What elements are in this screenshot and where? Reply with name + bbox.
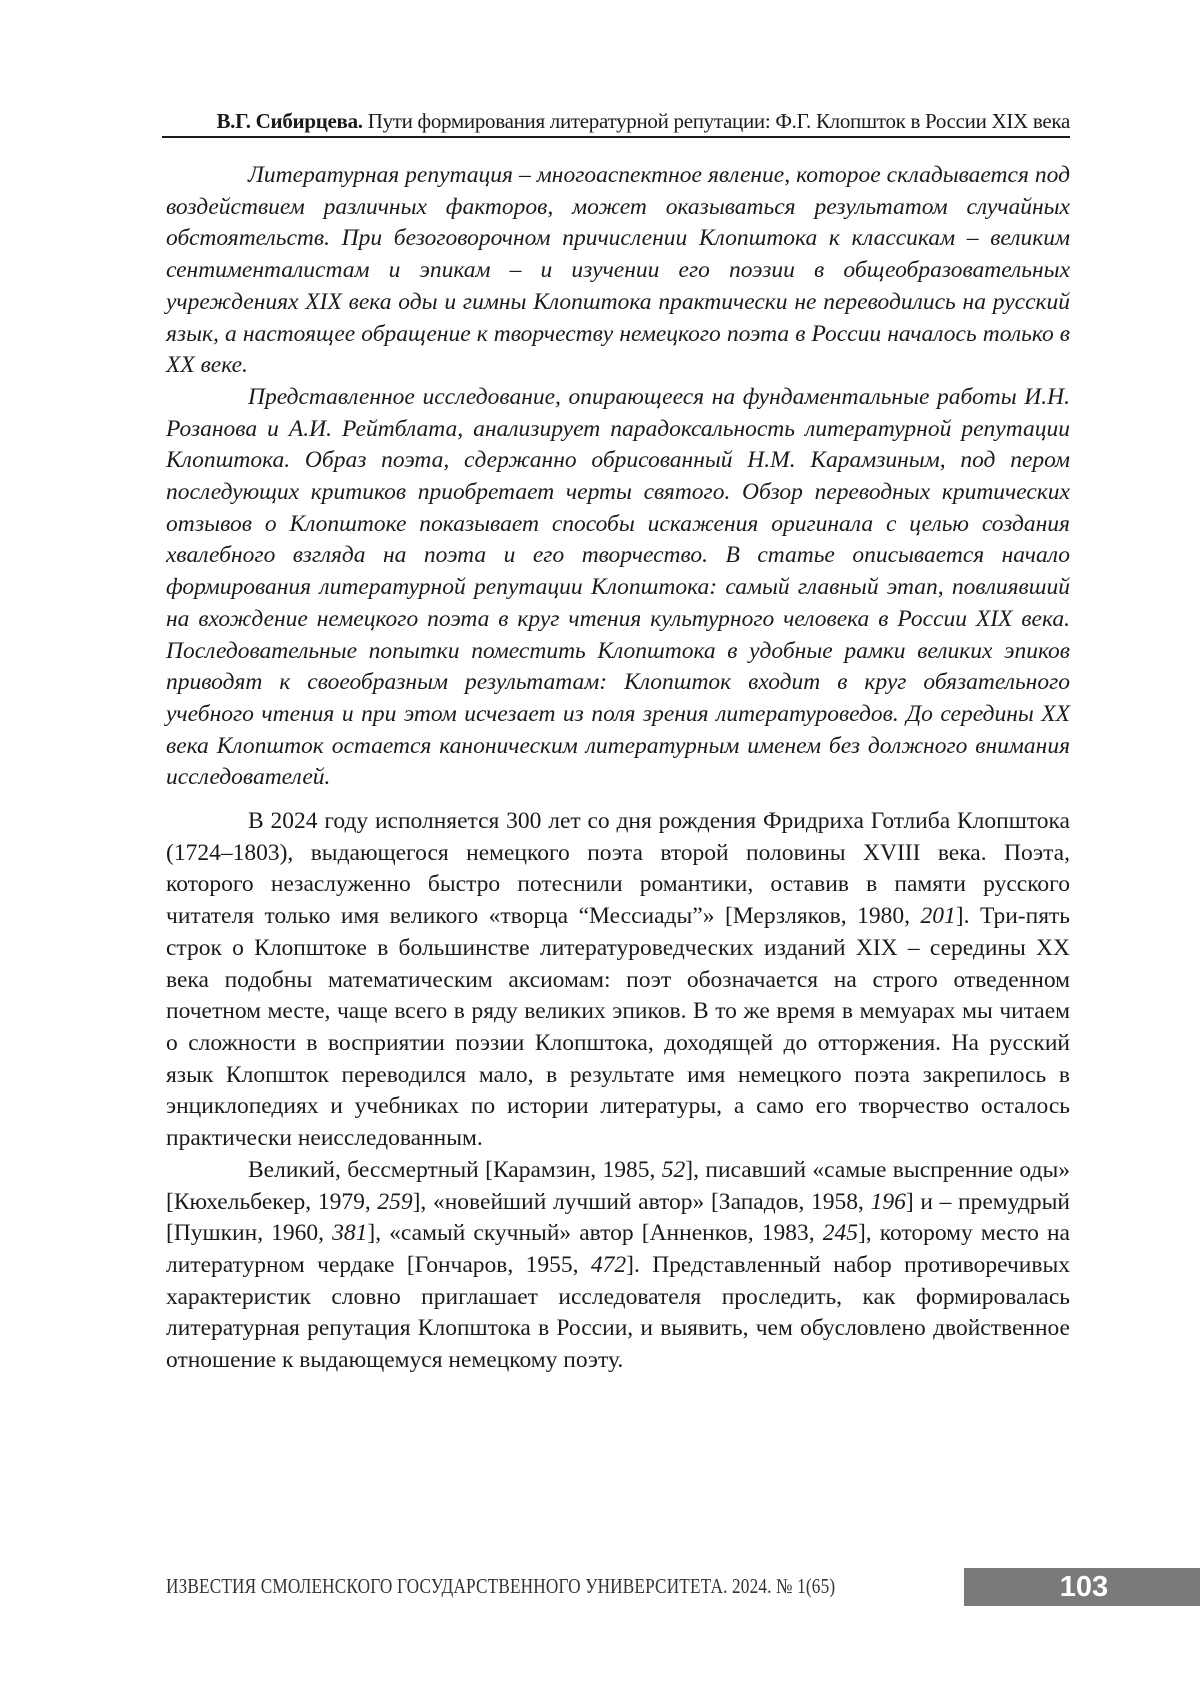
running-head <box>162 108 1070 138</box>
body-paragraph: В 2024 году исполняется 300 лет со дня рождения Фридриха Готлиба Клопштока (1724–1803), выдающегося немецкого поэта второй половины XVIII века. Поэта, которого незаслуженно быстро потеснили романтики, оставив в памяти русского читателя только имя великого «творца “Мессиады”» [Мерзляков, 1980, 201]. Три-пять строк о Клопштоке в большинстве литературоведческих изданий XIX – середины XX века подобны математическим аксиомам: поэт обозначается на строго отведенном почетном месте, чаще всего в ряду великих эпиков. В то же время в мемуарах мы читаем о сложности в восприятии поэзии Клопштока, доходящей до отторжения. На русский язык Клопшток переводился мало, в результате имя немецкого поэта закрепилось в энциклопедиях и учебниках по истории литературы, а само его творчество осталось практически неисследованным. <box>166 808 1071 1152</box>
abstract-paragraph: Представленное исследование, опирающееся на фундаментальные работы И.Н. Розанова и А.И. Рейтблата, анализирует парадоксальность литературной репутации Клопштока. Образ поэта, сдержанно обрисованный Н.М. Карамзиным, под пером последующих критиков приобретает черты святого. Обзор переводных критических отзывов о Клопштоке показывает способы искажения оригинала с целью создания хвалебного взгляда на поэта и его творчество. В статье описывается начало формирования литературной репутации Клопштока: самый главный этап, повлиявший на вхождение немецкого поэта в круг чтения культурного человека в России XIX века. Последовательные попытки поместить Клопштока в удобные рамки великих эпиков приводят к своеобразным результатам: Клопшток входит в круг обязательного учебного чтения и при этом исчезает из поля зрения литературоведов. До середины XX века Клопшток остается каноническим литературным именем без должного внимания исследователей. <box>166 383 1070 791</box>
page-number: 103 <box>964 1568 1200 1606</box>
citation-page: 52 <box>661 1156 686 1183</box>
citation-page: 259 <box>377 1188 413 1215</box>
page-footer <box>166 1568 1200 1606</box>
citation-page: 245 <box>822 1220 858 1247</box>
running-head-title: Пути формирования литературной репутации: Ф.Г. Клопшток в России XIX века <box>367 109 1070 133</box>
abstract-paragraph: Литературная репутация – многоаспектное явление, которое складывается под воздействием различных факторов, может оказываться результатом случайных обстоятельств. При безоговорочном причислении Клопштока к классикам – великим сентименталистам и эпикам – и изучении его поэзии в общеобразовательных учреждениях XIX века оды и гимны Клопштока практически не переводились на русский язык, а настоящее обращение к творчеству немецкого поэта в России началось только в XX веке. <box>166 162 1070 379</box>
article-body <box>166 160 1070 1377</box>
citation-page: 381 <box>332 1220 368 1247</box>
citation-page: 201 <box>920 903 956 930</box>
main-text <box>166 806 1070 1377</box>
running-head-author: В.Г. Сибирцева. <box>216 109 363 133</box>
citation-page: 196 <box>870 1188 906 1215</box>
citation-page: 472 <box>590 1251 627 1278</box>
abstract <box>166 160 1070 794</box>
body-paragraph: Великий, бессмертный [Карамзин, 1985, 52], писавший «самые выспренние оды» [Кюхельбекер, 1979, 259], «новейший лучший автор» [Западов, 1958, 196] и – премудрый [Пушкин, 1960, 381], «самый скучный» автор [Анненков, 1983, 245], которому место на литературном чердаке [Гончаров, 1955, 472]. Представленный набор противоречивых характеристик словно приглашает исследователя проследить, как формировалась литературная репутация Клопштока в России, и выявить, чем обусловлено двойственное отношение к выдающемуся немецкому поэту. <box>166 1156 1070 1374</box>
journal-title: ИЗВЕСТИЯ СМОЛЕНСКОГО ГОСУДАРСТВЕННОГО УНИВЕРСИТЕТА. 2024. № 1(65) <box>166 1574 836 1598</box>
